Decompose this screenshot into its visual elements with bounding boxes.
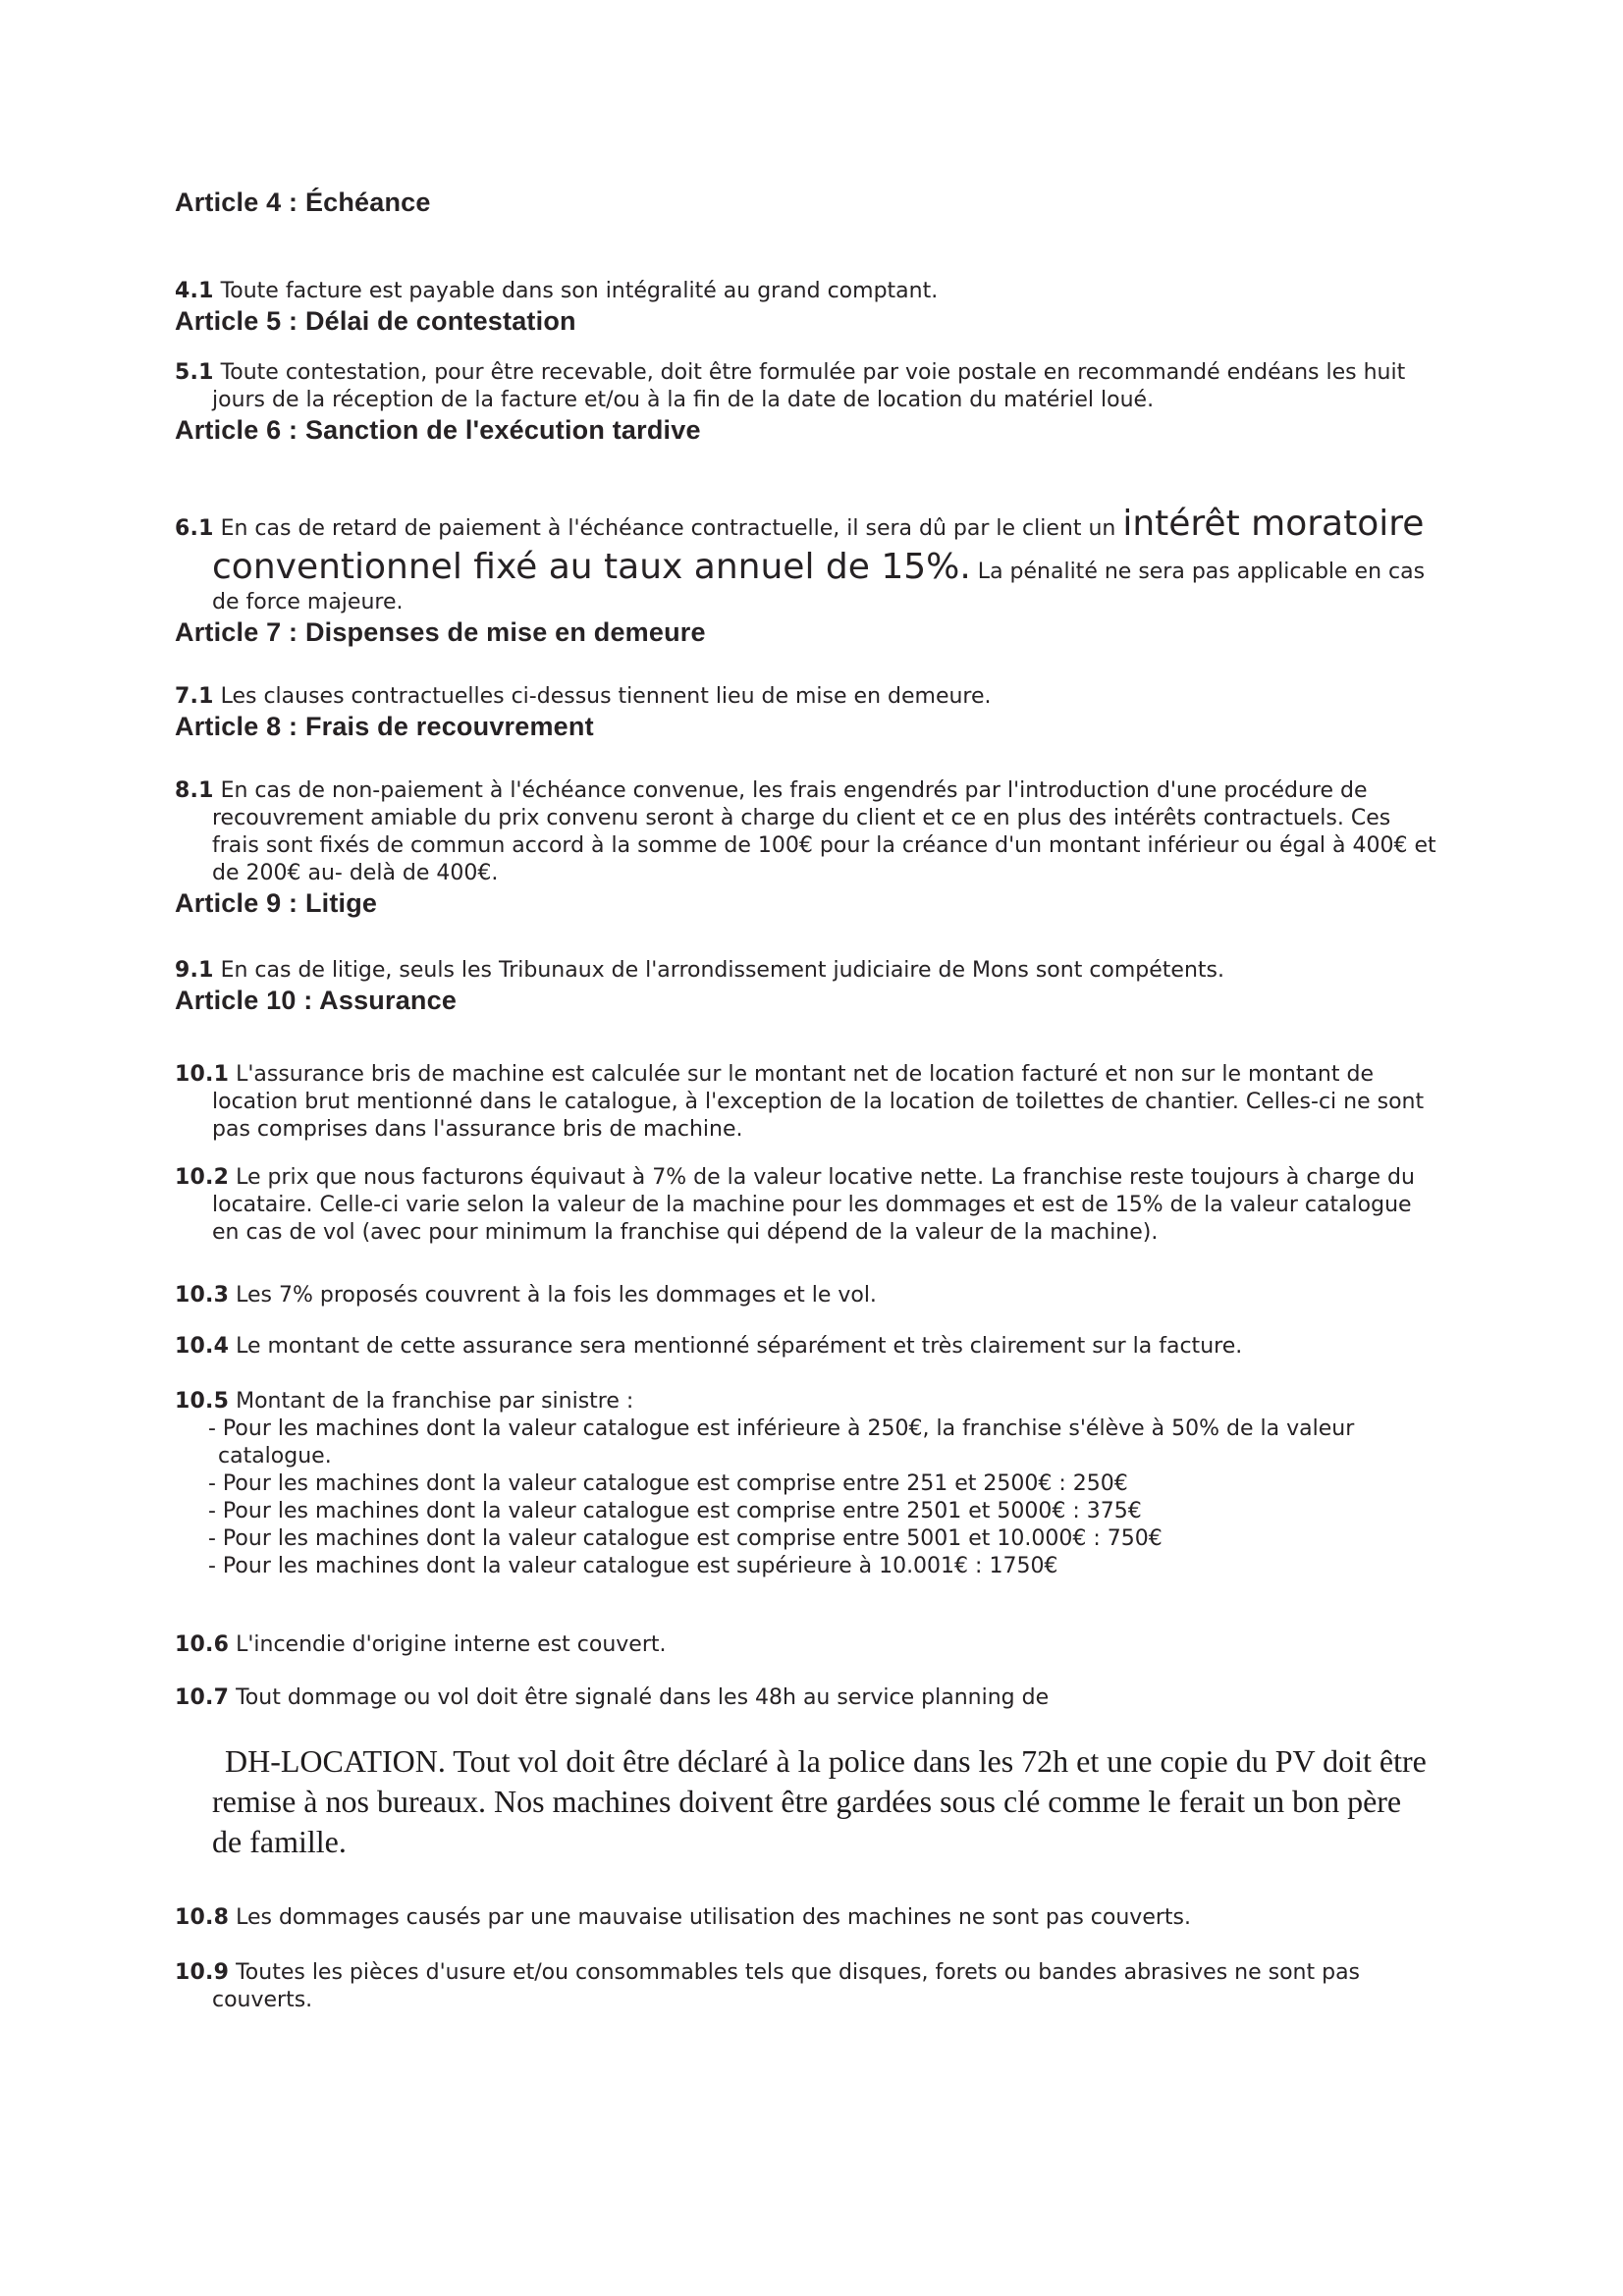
clause-number: 10.1 [175,1062,230,1087]
clause-10-9 [175,1959,1438,2014]
clause-number: 10.7 [175,1685,230,1710]
clause-5-1 [175,359,1438,414]
clause-10-4 [175,1333,1438,1361]
franchise-bullet: - Pour les machines dont la valeur catalogue est comprise entre 5001 et 10.000€ : 750€ [208,1526,1163,1551]
dh-location-annex-paragraph: DH-LOCATION. Tout vol doit être déclaré à la police dans les 72h et une copie du PV doit être remise à nos bureaux. Nos machines doivent être gardées sous clé comme le ferait un bon père de famille. [212,1743,1427,1859]
clause-number: 5.1 [175,360,214,385]
clause-9-1 [175,957,1438,985]
clause-number: 8.1 [175,778,214,803]
emphasized-penalty-text: intérêt moratoire conventionnel fixé au taux annuel de 15%. [212,504,1425,587]
clause-10-3 [175,1282,1438,1309]
franchise-bullet: - Pour les machines dont la valeur catalogue est inférieure à 250€, la franchise s'élève à 50% de la valeur catalogue. [208,1416,1355,1468]
clause-text: Toutes les pièces d'usure et/ou consommables tels que disques, forets ou bandes abrasives ne sont pas couverts. [212,1960,1361,2012]
clause-number: 10.4 [175,1334,230,1359]
clause-10-7 [175,1684,1438,1862]
article-7-title: Article 7 : Dispenses de mise en demeure [175,617,706,647]
clause-text: L'assurance bris de machine est calculée sur le montant net de location facturé et non sur le montant de location brut mentionné dans le catalogue, à l'exception de la location de toilettes de chantier. Celles-ci ne sont pas comprises dans l'assurance bris de machine. [212,1062,1425,1142]
article-10-title: Article 10 : Assurance [175,986,458,1015]
clause-number: 10.5 [175,1389,230,1414]
clause-text: Les clauses contractuelles ci-dessus tiennent lieu de mise en demeure. [220,684,992,709]
clause-number: 9.1 [175,958,214,983]
clause-text: Le prix que nous facturons équivaut à 7% de la valeur locative nette. La franchise reste toujours à charge du locataire. Celle-ci varie selon la valeur de la machine pour les dommages et est de 15% de la valeur catalogue en cas de vol (avec pour minimum la franchise qui dépend de la valeur de la machine). [212,1165,1415,1245]
clause-6-1 [175,503,1438,616]
clause-number: 10.9 [175,1960,230,1985]
clause-text: En cas de litige, seuls les Tribunaux de l'arrondissement judiciaire de Mons sont compétents. [220,958,1224,983]
clause-10-6 [175,1631,1438,1659]
clause-7-1 [175,683,1438,711]
article-4-title: Article 4 : Échéance [175,187,431,217]
franchise-bullet: - Pour les machines dont la valeur catalogue est supérieure à 10.001€ : 1750€ [208,1554,1058,1578]
clause-4-1 [175,278,1438,305]
clause-number: 10.8 [175,1905,230,1930]
clause-text: Toute facture est payable dans son intégralité au grand comptant. [220,279,939,303]
clause-text: Le montant de cette assurance sera mentionné séparément et très clairement sur la facture. [236,1334,1243,1359]
clause-8-1 [175,777,1438,887]
clause-number: 10.6 [175,1632,230,1657]
article-6-title: Article 6 : Sanction de l'exécution tardive [175,415,701,445]
article-5-title: Article 5 : Délai de contestation [175,306,576,336]
clause-10-2 [175,1164,1438,1247]
franchise-bullet-list [208,1415,1438,1580]
clause-number: 7.1 [175,684,214,709]
clause-number: 6.1 [175,516,214,541]
clause-text: Les dommages causés par une mauvaise utilisation des machines ne sont pas couverts. [236,1905,1191,1930]
article-9-title: Article 9 : Litige [175,888,378,918]
clause-text: Les 7% proposés couvrent à la fois les dommages et le vol. [236,1283,877,1308]
clause-text: En cas de non-paiement à l'échéance convenue, les frais engendrés par l'introduction d'une procédure de recouvrement amiable du prix convenu seront à charge du client et ce en plus des intérêts contractuels. Ces frais sont fixés de commun accord à la somme de 100€ pour la créance d'un montant inférieur ou égal à 400€ et de 200€ au- delà de 400€. [212,778,1436,885]
clause-number: 10.3 [175,1283,230,1308]
clause-text: L'incendie d'origine interne est couvert. [236,1632,667,1657]
clause-text: Toute contestation, pour être recevable, doit être formulée par voie postale en recommandé endéans les huit jours de la réception de la facture et/ou à la fin de la date de location du matériel loué. [212,360,1406,412]
clause-number: 4.1 [175,279,214,303]
clause-text: Montant de la franchise par sinistre : [236,1389,634,1414]
franchise-bullet: - Pour les machines dont la valeur catalogue est comprise entre 251 et 2500€ : 250€ [208,1471,1128,1496]
clause-text: La pénalité ne sera pas applicable en cas de force majeure. [212,560,1426,614]
clause-10-8 [175,1904,1438,1932]
article-8-title: Article 8 : Frais de recouvrement [175,712,594,741]
clause-text: En cas de retard de paiement à l'échéance contractuelle, il sera dû par le client un [220,516,1123,541]
clause-number: 10.2 [175,1165,230,1190]
clause-10-1 [175,1061,1438,1144]
clause-text: Tout dommage ou vol doit être signalé dans les 48h au service planning de [236,1685,1050,1710]
franchise-bullet: - Pour les machines dont la valeur catalogue est comprise entre 2501 et 5000€ : 375€ [208,1499,1142,1523]
clause-10-5 [175,1388,1438,1580]
